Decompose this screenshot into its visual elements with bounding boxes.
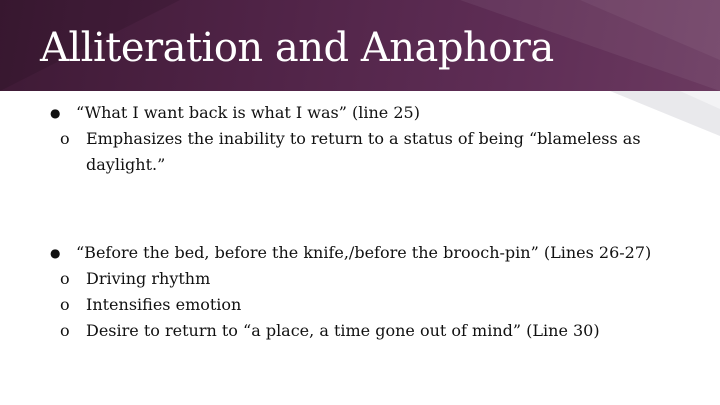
- sub-item: [48, 126, 688, 178]
- bullet-item: [48, 240, 688, 266]
- sub-list: [48, 126, 688, 178]
- title-band-facet: [580, 0, 720, 60]
- slide-body: [48, 100, 688, 344]
- sub-text: Emphasizes the inability to return to a status of being “blameless as daylight.”: [86, 129, 641, 174]
- sub-marker: o: [60, 269, 70, 288]
- sub-text: Driving rhythm: [86, 269, 211, 288]
- bullet-item: [48, 100, 688, 126]
- slide-title: Alliteration and Anaphora: [40, 25, 554, 71]
- sub-marker: o: [60, 295, 70, 314]
- sub-text: Intensifies emotion: [86, 295, 242, 314]
- sub-item: [48, 266, 688, 292]
- bullet-marker: ●: [50, 106, 61, 120]
- bullet-text: “Before the bed, before the knife,/before the brooch-pin” (Lines 26-27): [76, 243, 652, 262]
- sub-marker: o: [60, 129, 70, 148]
- sub-item: [48, 292, 688, 318]
- spacer: [48, 178, 688, 240]
- title-band: [0, 0, 720, 91]
- bullet-marker: ●: [50, 246, 61, 260]
- bullet-text: “What I want back is what I was” (line 25): [76, 103, 420, 122]
- sub-list: [48, 266, 688, 344]
- sub-item: [48, 318, 688, 344]
- sub-text: Desire to return to “a place, a time gone out of mind” (Line 30): [86, 321, 600, 340]
- sub-marker: o: [60, 321, 70, 340]
